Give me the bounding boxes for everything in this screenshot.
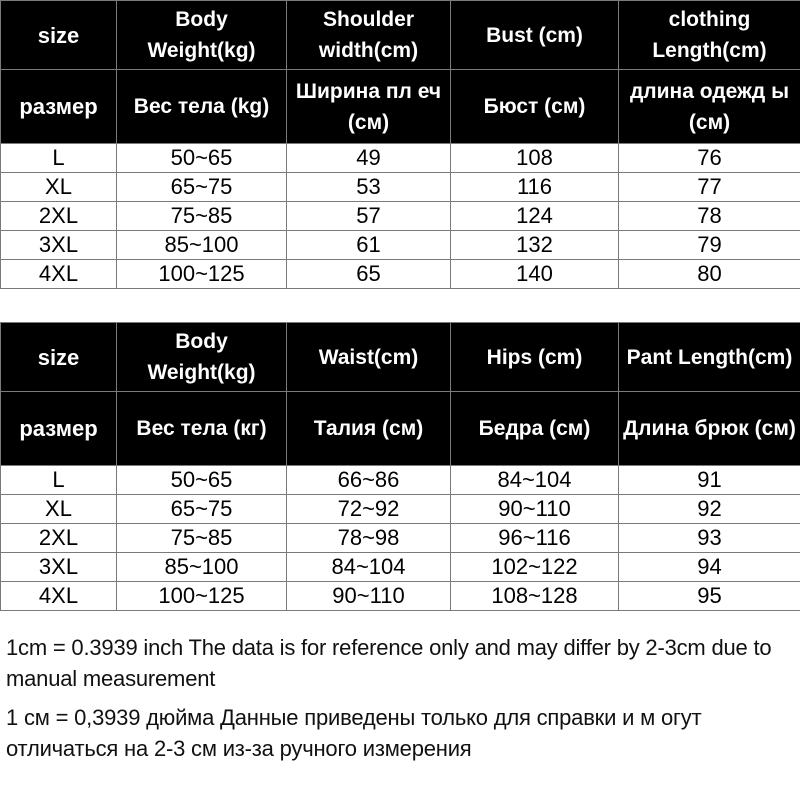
table-cell: 102~122 [451,553,619,582]
table-cell: 65~75 [117,173,287,202]
table-cell: 53 [287,173,451,202]
header-cell: Вес тела (kg) [117,70,287,144]
table-gap [0,303,800,322]
header-cell: Waist(cm) [287,323,451,392]
header-cell: Bust (cm) [451,1,619,70]
table-row [1,524,800,553]
table-cell: 72~92 [287,495,451,524]
table-cell: 76 [619,144,800,173]
table-cell: 116 [451,173,619,202]
table-cell: 77 [619,173,800,202]
note-russian: 1 см = 0,3939 дюйма Данные приведены только для справки и м огут отличаться на 2-3 см из-за ручного измерения [0,700,800,770]
table-cell: 49 [287,144,451,173]
table-header-row-ru [1,70,800,144]
header-cell: размер [1,392,117,466]
table-cell: 78 [619,202,800,231]
size-cell: 2XL [1,202,117,231]
header-cell: Вес тела (кг) [117,392,287,466]
size-cell: 3XL [1,553,117,582]
header-cell: Body Weight(kg) [117,323,287,392]
header-cell: Бюст (см) [451,70,619,144]
table-cell: 132 [451,231,619,260]
table-cell: 84~104 [451,466,619,495]
table-cell: 140 [451,260,619,289]
size-cell: L [1,466,117,495]
table-cell: 57 [287,202,451,231]
table-cell: 75~85 [117,202,287,231]
table-cell: 85~100 [117,231,287,260]
size-cell: 4XL [1,582,117,611]
table-row [1,553,800,582]
header-cell: Ширина пл еч (см) [287,70,451,144]
table-cell: 93 [619,524,800,553]
table-cell: 80 [619,260,800,289]
table-cell: 61 [287,231,451,260]
header-cell: Талия (см) [287,392,451,466]
top-size-table [0,0,800,289]
pant-size-table [0,322,800,611]
table-cell: 90~110 [451,495,619,524]
header-cell: Shoulder width(cm) [287,1,451,70]
table-cell: 95 [619,582,800,611]
table-header-row-en [1,1,800,70]
size-cell: 2XL [1,524,117,553]
table-cell: 108 [451,144,619,173]
table-cell: 85~100 [117,553,287,582]
table-cell: 78~98 [287,524,451,553]
header-cell: Бедра (см) [451,392,619,466]
table-cell: 108~128 [451,582,619,611]
table-cell: 94 [619,553,800,582]
header-cell: Длина брюк (см) [619,392,800,466]
table-cell: 96~116 [451,524,619,553]
size-cell: 3XL [1,231,117,260]
header-cell: size [1,1,117,70]
table-cell: 66~86 [287,466,451,495]
table-row [1,466,800,495]
table-header-row-ru [1,392,800,466]
table-row [1,582,800,611]
table-row [1,202,800,231]
table-cell: 92 [619,495,800,524]
header-cell: size [1,323,117,392]
table-cell: 100~125 [117,582,287,611]
table-cell: 75~85 [117,524,287,553]
header-cell: Body Weight(kg) [117,1,287,70]
table-cell: 50~65 [117,466,287,495]
table-header-row-en [1,323,800,392]
header-cell: clothing Length(cm) [619,1,800,70]
table-cell: 65~75 [117,495,287,524]
table-cell: 50~65 [117,144,287,173]
table-cell: 100~125 [117,260,287,289]
size-cell: XL [1,495,117,524]
size-cell: L [1,144,117,173]
size-cell: 4XL [1,260,117,289]
table-cell: 84~104 [287,553,451,582]
table-cell: 90~110 [287,582,451,611]
header-cell: Pant Length(cm) [619,323,800,392]
table-row [1,495,800,524]
table-row [1,173,800,202]
note-english: 1cm = 0.3939 inch The data is for reference only and may differ by 2-3cm due to manual measurement [0,630,800,700]
header-cell: размер [1,70,117,144]
table-row [1,231,800,260]
table-row [1,260,800,289]
table-cell: 124 [451,202,619,231]
size-cell: XL [1,173,117,202]
header-cell: Hips (cm) [451,323,619,392]
header-cell: длина одежд ы (см) [619,70,800,144]
table-row [1,144,800,173]
table-cell: 65 [287,260,451,289]
table-cell: 91 [619,466,800,495]
table-cell: 79 [619,231,800,260]
